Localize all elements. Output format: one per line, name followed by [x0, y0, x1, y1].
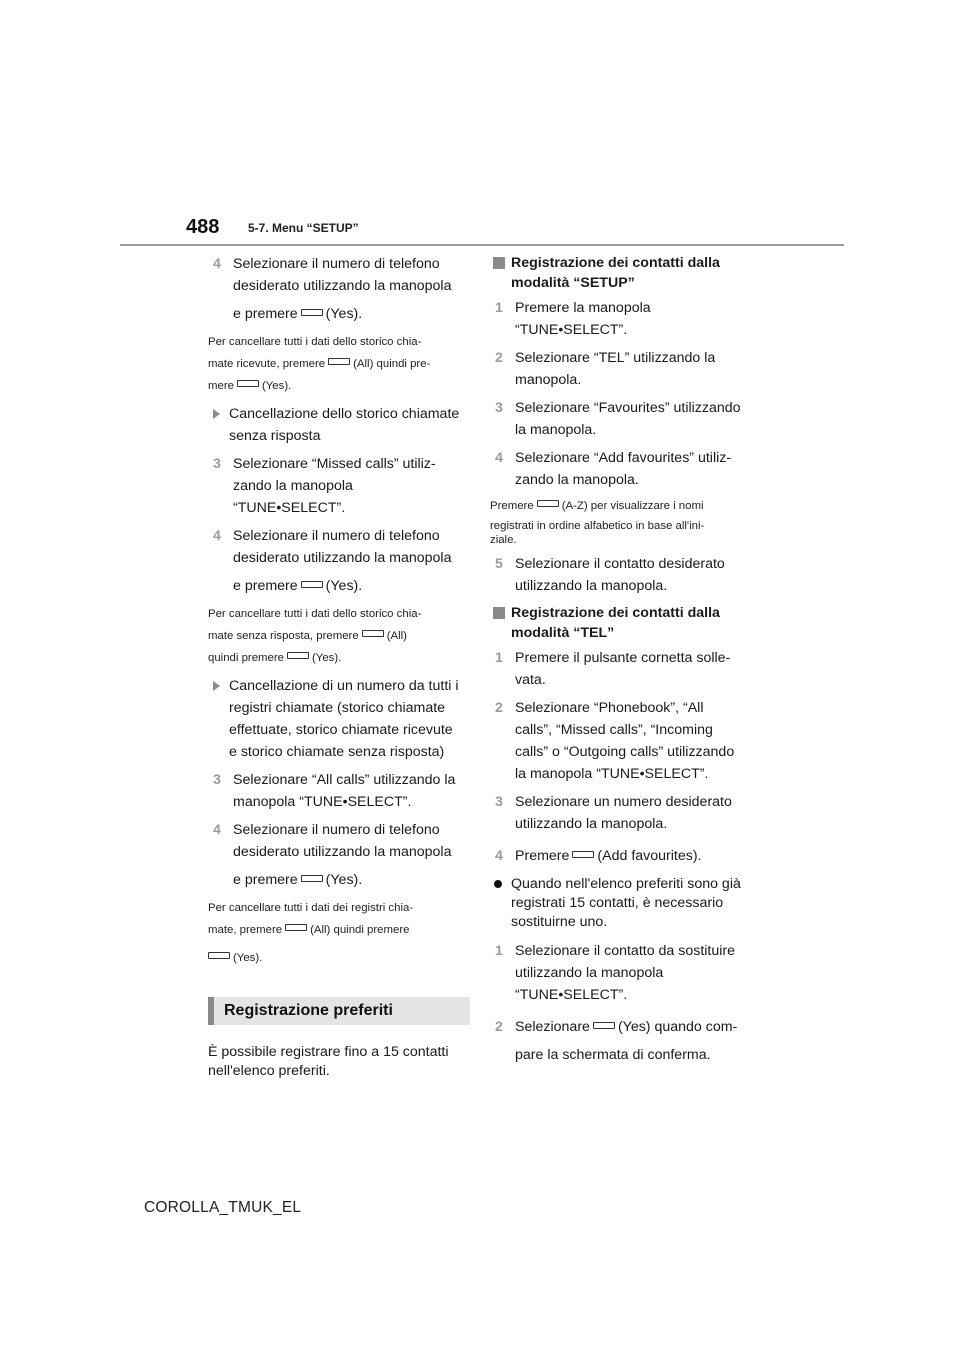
right-column [490, 253, 758, 1072]
note-line: Per cancellare tutti i dati dello storico chia- [208, 608, 422, 620]
step-text-line: utilizzando la manopola. [515, 816, 668, 832]
step-number: 4 [213, 822, 221, 838]
header-divider [120, 244, 844, 246]
square-bullet-icon [493, 607, 505, 619]
step-text-line: zando la manopola [233, 478, 353, 494]
bullet-line: effettuate, storico chiamate ricevute [229, 722, 453, 738]
step-number: 3 [213, 456, 221, 472]
step-text-line: manopola. [515, 372, 582, 388]
button-icon [208, 952, 230, 959]
section-title: 5-7. Menu “SETUP” [248, 221, 359, 235]
step-text: Selezionare [515, 1019, 590, 1035]
step-item [490, 647, 758, 691]
bullet-line: Cancellazione di un numero da tutti i [229, 678, 459, 694]
step-text-line: Selezionare “TEL” utilizzando la [515, 350, 716, 366]
button-icon [593, 1022, 615, 1029]
step-text-line: vata. [515, 672, 546, 688]
note-line: registrati in ordine alfabetico in base all'ini- [490, 520, 705, 532]
bullet-line: registri chiamate (storico chiamate [229, 700, 446, 716]
note-line: Per cancellare tutti i dati dello storico chia- [208, 336, 422, 348]
step-number: 4 [495, 848, 503, 864]
paragraph [208, 1043, 476, 1081]
note-text: (Yes). [261, 380, 292, 392]
bullet-line: sostituirne uno. [511, 914, 608, 930]
step-text: (Yes). [325, 872, 363, 888]
step-text: e premere [233, 578, 298, 594]
bullet-line: Cancellazione dello storico chiamate [229, 406, 460, 422]
step-text-line: calls”, “Missed calls”, “Incoming [515, 722, 713, 738]
step-item [490, 297, 758, 341]
step-number: 2 [495, 350, 503, 366]
note-line [208, 647, 476, 669]
step-text-line: manopola “TUNE•SELECT”. [233, 794, 412, 810]
step-text-line: Selezionare “All calls” utilizzando la [233, 772, 456, 788]
document-code: COROLLA_TMUK_EL [144, 1199, 302, 1216]
step-item [490, 447, 758, 491]
step-text-line: desiderato utilizzando la manopola [233, 550, 452, 566]
step-text-line: “TUNE•SELECT”. [515, 987, 628, 1003]
step-number: 3 [495, 794, 503, 810]
step-item [208, 453, 476, 519]
note-text: mate, premere [208, 924, 283, 936]
step-text-line: Selezionare “Missed calls” utiliz- [233, 456, 436, 472]
subheading-bullet [208, 675, 476, 763]
paragraph-line: È possibile registrare fino a 15 contatti [208, 1044, 449, 1060]
step-item [490, 791, 758, 835]
step-text-line [233, 575, 476, 597]
step-text: e premere [233, 306, 298, 322]
note [208, 603, 476, 669]
subheading-bullet [208, 403, 476, 447]
note-line [208, 625, 476, 647]
button-icon [572, 851, 594, 858]
note [208, 331, 476, 397]
step-text-line: desiderato utilizzando la manopola [233, 278, 452, 294]
triangle-bullet-icon [213, 681, 220, 691]
button-icon [301, 875, 323, 882]
step-text-line: Selezionare il numero di telefono [233, 256, 440, 272]
step-number: 3 [495, 400, 503, 416]
note-line: ziale. [490, 534, 517, 546]
step-number: 4 [213, 528, 221, 544]
bullet-line: e storico chiamate senza risposta) [229, 744, 445, 760]
step-text-line: desiderato utilizzando la manopola [233, 844, 452, 860]
note-line [208, 353, 476, 375]
step-text-line: Selezionare “Add favourites” utiliz- [515, 450, 732, 466]
bullet-line: Quando nell'elenco preferiti sono già [511, 876, 741, 892]
step-text-line: zando la manopola. [515, 472, 639, 488]
dot-bullet-icon [494, 880, 502, 888]
step-text-line: Selezionare un numero desiderato [515, 794, 732, 810]
note-line [208, 947, 476, 969]
note-text: (All) quindi premere [310, 924, 410, 936]
step-text: e premere [233, 872, 298, 888]
note-line [490, 497, 758, 515]
note-text: (All) quindi pre- [353, 358, 431, 370]
step-item [490, 347, 758, 391]
step-text-line [233, 869, 476, 891]
note-text: mate senza risposta, premere [208, 630, 359, 642]
step-text-line [515, 845, 758, 867]
step-text-line: utilizzando la manopola [515, 965, 664, 981]
step-item [208, 819, 476, 891]
square-bullet-icon [493, 257, 505, 269]
page-number: 488 [186, 216, 220, 238]
step-text-line: utilizzando la manopola. [515, 578, 668, 594]
step-text-line: Premere la manopola [515, 300, 651, 316]
note-line [208, 375, 476, 397]
note-text: quindi premere [208, 652, 284, 664]
step-number: 1 [495, 650, 503, 666]
subsection-heading [490, 603, 758, 643]
heading-line: modalità “SETUP” [511, 275, 635, 291]
heading-line: modalità “TEL” [511, 625, 615, 641]
step-number: 2 [495, 1019, 503, 1035]
step-text-line: Selezionare “Phonebook”, “All [515, 700, 704, 716]
bullet-line: senza risposta [229, 428, 321, 444]
step-text: (Yes). [325, 306, 363, 322]
step-text: (Yes). [325, 578, 363, 594]
note-line [208, 919, 476, 941]
heading-line: Registrazione dei contatti dalla [511, 255, 720, 271]
step-text: (Add favourites). [597, 848, 702, 864]
triangle-bullet-icon [213, 409, 220, 419]
step-item [490, 697, 758, 785]
step-number: 3 [213, 772, 221, 788]
step-text-line: la manopola. [515, 422, 597, 438]
note-text: mate ricevute, premere [208, 358, 326, 370]
note [208, 897, 476, 969]
note [490, 497, 758, 547]
step-text-line: calls” o “Outgoing calls” utilizzando [515, 744, 735, 760]
step-number: 1 [495, 943, 503, 959]
button-icon [285, 924, 307, 931]
step-text-line: Selezionare il contatto desiderato [515, 556, 725, 572]
button-icon [537, 500, 559, 507]
step-text-line: Selezionare il numero di telefono [233, 528, 440, 544]
step-text-line: la manopola “TUNE•SELECT”. [515, 766, 709, 782]
step-number: 4 [213, 256, 221, 272]
note-text: (Yes). [311, 652, 342, 664]
step-item [490, 940, 758, 1006]
note-text: (Yes). [233, 952, 263, 964]
step-text-line [233, 303, 476, 325]
button-icon [328, 358, 350, 365]
step-text-line: Selezionare il numero di telefono [233, 822, 440, 838]
note-text: (All) [386, 630, 407, 642]
step-item [490, 553, 758, 597]
button-icon [301, 309, 323, 316]
note-line: Per cancellare tutti i dati dei registri chia- [208, 902, 414, 914]
step-item [208, 525, 476, 597]
step-text-line: Selezionare “Favourites” utilizzando [515, 400, 741, 416]
step-item [208, 253, 476, 325]
step-text-line [515, 1016, 758, 1038]
step-text-line: “TUNE•SELECT”. [515, 322, 628, 338]
paragraph-line: nell'elenco preferiti. [208, 1063, 330, 1079]
step-item [208, 769, 476, 813]
button-icon [237, 380, 259, 387]
step-text: (Yes) quando com- [617, 1019, 738, 1035]
heading-line: Registrazione dei contatti dalla [511, 605, 720, 621]
note-text: mere [208, 380, 234, 392]
step-item [490, 845, 758, 867]
note-text: (A-Z) per visualizzare i nomi [561, 500, 704, 512]
step-text-line: Selezionare il contatto da sostituire [515, 943, 736, 959]
step-item [490, 397, 758, 441]
section-heading-box: Registrazione preferiti [208, 997, 470, 1025]
button-icon [362, 630, 384, 637]
left-column [208, 253, 476, 1081]
step-number: 4 [495, 450, 503, 466]
note-text: Premere [490, 500, 534, 512]
step-text-line: pare la schermata di conferma. [515, 1047, 711, 1063]
button-icon [287, 652, 309, 659]
bullet-line: registrati 15 contatti, è necessario [511, 895, 724, 911]
step-number: 5 [495, 556, 503, 572]
step-text-line: “TUNE•SELECT”. [233, 500, 346, 516]
dot-bullet-item [490, 875, 758, 932]
step-number: 1 [495, 300, 503, 316]
subsection-heading [490, 253, 758, 293]
step-text-line: Premere il pulsante cornetta solle- [515, 650, 731, 666]
step-item [490, 1016, 758, 1066]
step-number: 2 [495, 700, 503, 716]
button-icon [301, 581, 323, 588]
step-text: Premere [515, 848, 570, 864]
